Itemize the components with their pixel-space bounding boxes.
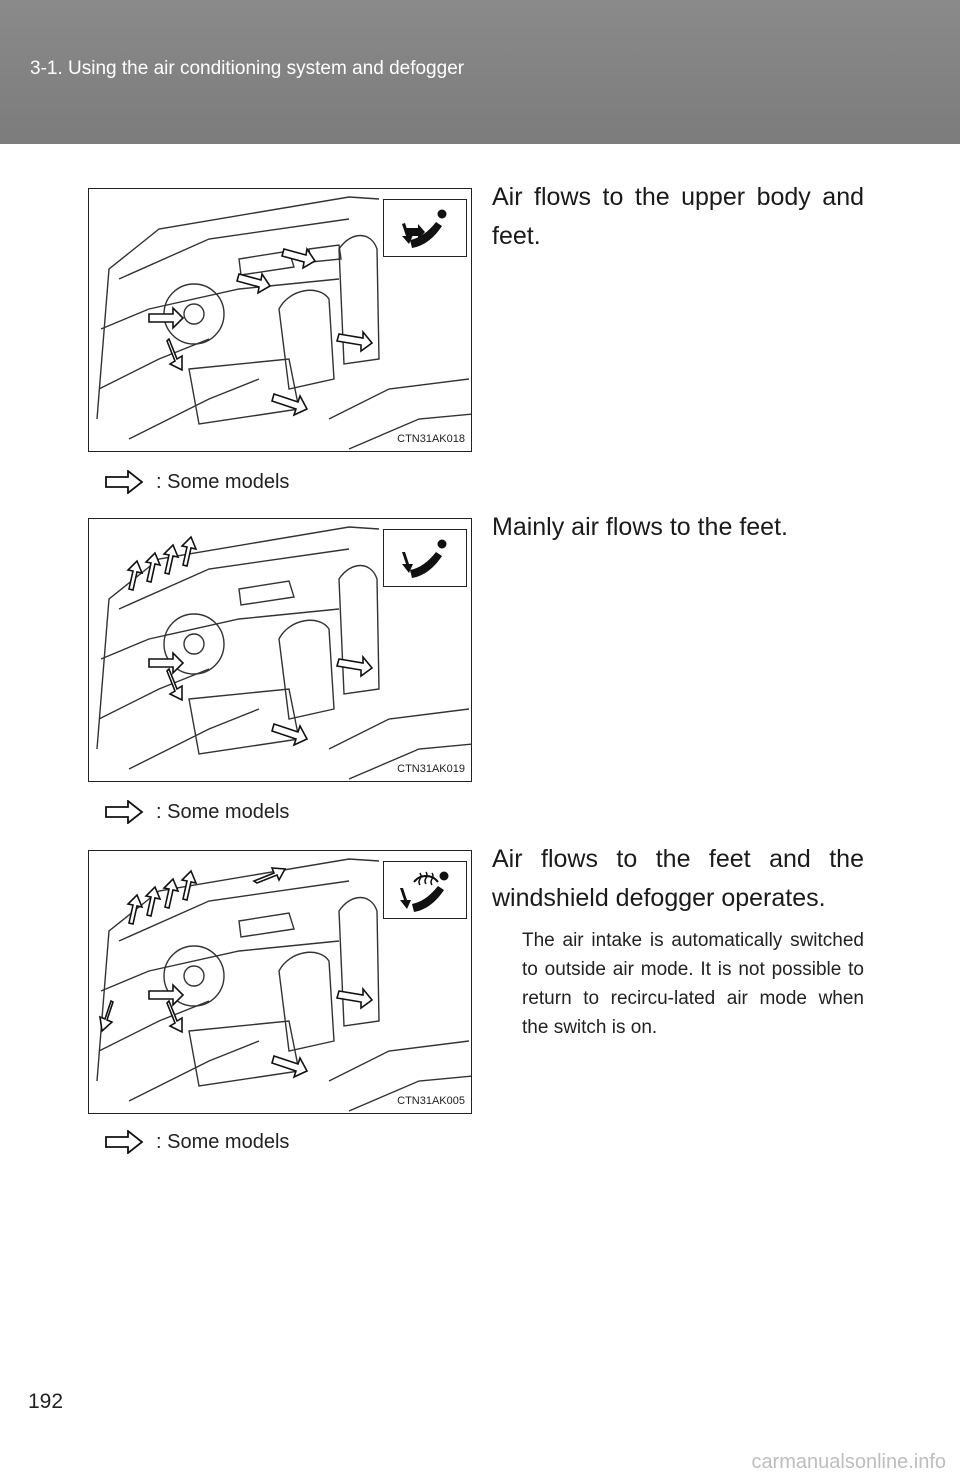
section-title: 3-1. Using the air conditioning system and defogger: [30, 58, 465, 79]
some-models-arrow-icon: [104, 800, 144, 824]
upper-body-and-feet-mode-icon: [383, 199, 467, 257]
some-models-arrow-icon: [104, 1130, 144, 1154]
feet-mode-icon: [383, 529, 467, 587]
mode-description: Air flows to the feet and the windshield defogger operates.: [492, 845, 864, 912]
mode-description: Mainly air flows to the feet.: [492, 513, 788, 541]
page-header: [0, 0, 960, 144]
some-models-arrow-icon: [104, 470, 144, 494]
legend: [104, 1127, 289, 1157]
page-number: 192: [28, 1390, 64, 1413]
mode-note: The air intake is automatically switched to outside air mode. It is not possible to return to recircu-lated air mode when the switch is on.: [522, 930, 864, 1038]
watermark: carmanualsonline.info: [751, 1451, 946, 1473]
figure-code: CTN31AK019: [397, 763, 465, 775]
legend-label: : Some models: [156, 800, 290, 823]
mode-description: Air flows to the upper body and feet.: [492, 183, 864, 250]
legend-label: : Some models: [156, 1130, 290, 1153]
figure-code: CTN31AK018: [397, 433, 465, 445]
feet-and-defogger-mode-icon: [383, 861, 467, 919]
legend: [104, 797, 289, 827]
legend-label: : Some models: [156, 470, 290, 493]
legend: [104, 467, 289, 497]
figure-code: CTN31AK005: [397, 1095, 465, 1107]
car-interior-figure-2: [88, 518, 472, 782]
car-interior-figure-1: [88, 188, 472, 452]
car-interior-figure-3: [88, 850, 472, 1114]
